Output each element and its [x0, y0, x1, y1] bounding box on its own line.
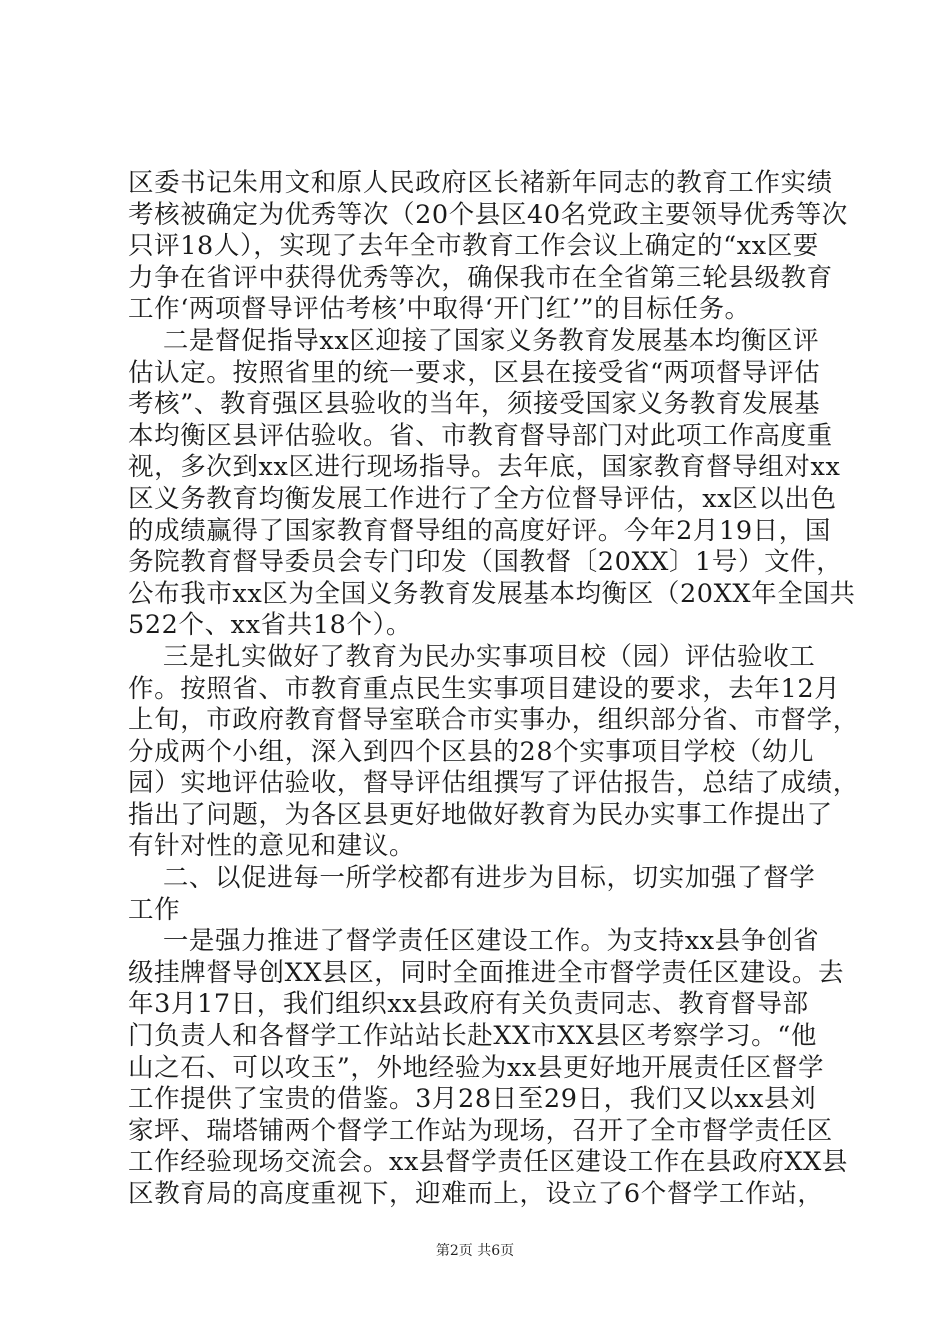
- text-line: 力争在省评中获得优秀等次，确保我市在全省第三轮县级教育: [128, 262, 833, 293]
- text-line: 本均衡区县评估验收。省、市教育督导部门对此项工作高度重: [128, 420, 833, 451]
- text-line: 务院教育督导委员会专门印发（国教督〔20XX〕1号）文件，: [128, 547, 843, 578]
- text-line: 有针对性的意见和建议。: [128, 831, 416, 862]
- section-heading: 二、以促进每一所学校都有进步为目标，切实加强了督学: [128, 863, 816, 894]
- text-line: 公布我市xx区为全国义务教育发展基本均衡区（20XX年全国共: [128, 578, 856, 609]
- text-line: 区委书记朱用文和原人民政府区长褚新年同志的教育工作实绩: [128, 168, 833, 198]
- text-line: 522个、xx省共18个）。: [128, 610, 413, 641]
- text-line: 只评18人），实现了去年全市教育工作会议上确定的“xx区要: [128, 231, 819, 262]
- text-line: 家坪、瑞塔铺两个督学工作站为现场，召开了全市督学责任区: [128, 1115, 833, 1146]
- page-number-footer: 第2页 共6页: [435, 1243, 515, 1259]
- text-line: 视，多次到xx区进行现场指导。去年底，国家教育督导组对xx: [128, 452, 841, 483]
- text-line: 考核”、教育强区县验收的当年，须接受国家义务教育发展基: [128, 389, 821, 420]
- text-line: 上旬，市政府教育督导室联合市实事办，组织部分省、市督学，: [128, 705, 859, 736]
- text-line: 作。按照省、市教育重点民生实事项目建设的要求，去年12月: [128, 673, 841, 704]
- text-line: 门负责人和各督学工作站站长赴XX市XX县区考察学习。“他: [128, 1021, 817, 1052]
- text-line: 工作‘两项督导评估考核’中取得‘开门红’”的目标任务。: [128, 294, 751, 325]
- text-line: 分成两个小组，深入到四个区县的28个实事项目学校（幼儿: [128, 736, 815, 767]
- text-line: 园）实地评估验收，督导评估组撰写了评估报告，总结了成绩，: [128, 768, 859, 799]
- text-line: 二是督促指导xx区迎接了国家义务教育发展基本均衡区评: [128, 325, 820, 356]
- text-line: 工作提供了宝贵的借鉴。3月28日至29日，我们又以xx县刘: [128, 1084, 817, 1115]
- text-line: 三是扎实做好了教育为民办实事项目校（园）评估验收工: [128, 641, 816, 672]
- text-line: 工作经验现场交流会。xx县督学责任区建设工作在县政府XX县: [128, 1147, 848, 1178]
- text-line: 一是强力推进了督学责任区建设工作。为支持xx县争创省: [128, 926, 820, 957]
- text-line: 估认定。按照省里的统一要求，区县在接受省“两项督导评估: [128, 357, 821, 388]
- text-line: 山之石、可以攻玉”，外地经验为xx县更好地开展责任区督学: [128, 1052, 825, 1083]
- text-line: 考核被确定为优秀等次（20个县区40名党政主要领导优秀等次: [128, 199, 848, 230]
- text-line: 区义务教育均衡发展工作进行了全方位督导评估，xx区以出色: [128, 483, 837, 514]
- text-line: 区教育局的高度重视下，迎难而上，设立了6个督学工作站，: [128, 1179, 824, 1209]
- text-line: 的成绩赢得了国家教育督导组的高度好评。今年2月19日，国: [128, 515, 831, 546]
- text-line: 年3月17日，我们组织xx县政府有关负责同志、教育督导部: [128, 989, 809, 1020]
- section-heading: 工作: [128, 894, 181, 925]
- text-line: 指出了问题，为各区县更好地做好教育为民办实事工作提出了: [128, 799, 833, 830]
- document-body: [128, 168, 859, 1211]
- text-line: 级挂牌督导创XX县区，同时全面推进全市督学责任区建设。去: [128, 957, 845, 988]
